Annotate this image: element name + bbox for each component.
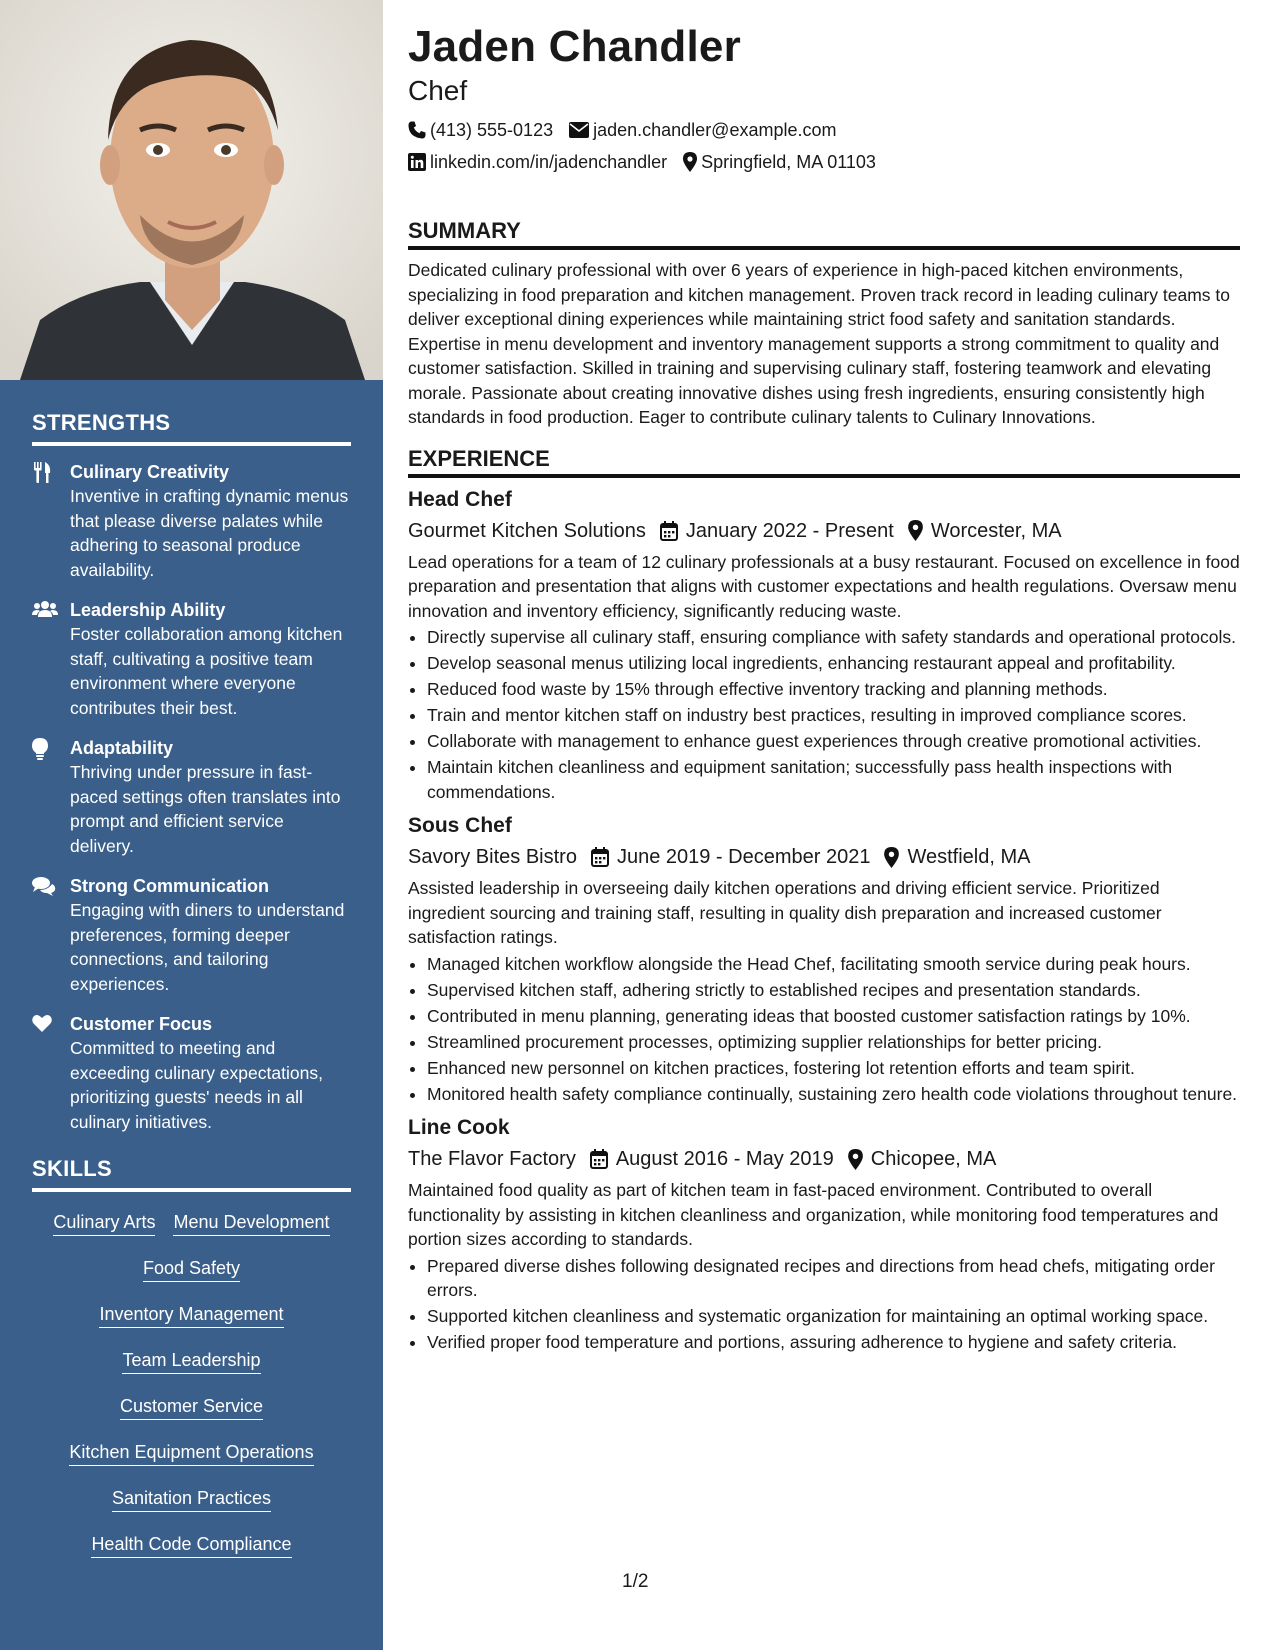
job-bullet: • Reduced food waste by 15% through effective inventory tracking and planning methods. [427,677,1240,702]
job-location-text: Chicopee, MA [870,1148,997,1170]
job-description: Assisted leadership in overseeing daily kitchen operations and driving efficient service. Prioritized ingredient sourcing and training staff, resulting in quality dish preparation and increased customer satisfaction ratings. [408,878,1162,947]
job-bullet: • Train and mentor kitchen staff on industry best practices, resulting in improved compliance scores. [427,703,1240,728]
skill-tag: Inventory Management [99,1302,283,1328]
job-bullets [408,625,1240,804]
job-dates [590,1144,834,1174]
strength-item [32,1012,351,1134]
strength-item [32,598,351,720]
job-bullets [408,952,1240,1107]
job-location [908,516,1062,546]
job-title: Sous Chef [408,814,512,837]
job-entry [408,1112,1240,1355]
job-meta [408,516,1240,546]
calendar-icon [660,521,678,541]
company-text: The Flavor Factory [408,1148,576,1170]
summary-text: Dedicated culinary professional with over 6 years of experience in high-paced kitchen environments, specializing in food preparation and kitchen management. Proven track record in leading culinary teams to deliver exceptional dining experiences while maintaining strict food safety and sanitation standards. Expertise in menu development and inventory management supports a strong commitment to quality and customer satisfaction. Skilled in training and supervising culinary staff, fostering teamwork and elevating morale. Passionate about creating innovative dishes using fresh ingredients, ensuring consistently high standards in food production. Eager to contribute culinary talents to Culinary Innovations. [408,260,1230,427]
job-location [884,842,1030,872]
job-location [848,1144,997,1174]
skill-tag: Food Safety [143,1256,240,1282]
strength-desc: Inventive in crafting dynamic menus that please diverse palates while adhering to seasonal produce availability. [70,486,349,580]
job-bullets [408,1254,1240,1355]
map-pin-icon [848,1149,863,1170]
strength-title: Leadership Ability [70,600,226,620]
utensils-icon [32,460,70,582]
job-meta [408,842,1240,872]
job-location-text: Westfield, MA [907,846,1031,868]
contact-linkedin[interactable] [408,146,667,178]
job-bullet: • Verified proper food temperature and portions, assuring adherence to hygiene and safety criteria. [427,1330,1240,1355]
job-bullet: • Enhanced new personnel on kitchen practices, fostering lot retention efforts and team spirit. [427,1056,1240,1081]
strength-desc: Foster collaboration among kitchen staff, cultivating a positive team environment where everyone contributes their best. [70,624,343,718]
dates-text: August 2016 - May 2019 [615,1148,834,1170]
job-meta [408,1144,1240,1174]
contact-row [408,146,1240,178]
job-title: Head Chef [408,487,512,511]
job-bullet: • Contributed in menu planning, generating ideas that boosted customer satisfaction ratings by 10%. [427,1004,1240,1029]
dates-text: January 2022 - Present [685,519,894,542]
job-company [408,516,646,546]
strength-item [32,460,351,582]
strength-title: Customer Focus [70,1014,213,1034]
job-bullet: • Collaborate with management to enhance guest experiences through creative promotional activities. [427,729,1240,754]
calendar-icon [591,847,609,867]
strengths-heading: STRENGTHS [32,410,351,446]
job-entry [408,810,1240,1106]
job-title: Line Cook [408,1116,510,1139]
map-pin-icon [908,520,923,541]
contact-phone[interactable] [408,114,553,146]
job-bullet: • Streamlined procurement processes, optimizing supplier relationships for better pricing. [427,1030,1240,1055]
skills-heading: SKILLS [32,1156,351,1192]
map-pin-icon [683,152,697,172]
linkedin-icon [408,153,426,171]
envelope-icon [569,122,589,138]
skills-list [32,1206,351,1578]
job-description: Maintained food quality as part of kitchen team in fast-paced environment. Contributed to overall functionality by assisting in kitchen cleanliness and organization, while monitoring food temperatures and portion sizes according to standards. [408,1180,1219,1249]
phone-text: (413) 555-0123 [430,120,554,140]
job-bullet: • Prepared diverse dishes following designated recipes and directions from head chefs, mitigating order errors. [427,1254,1240,1303]
email-text: jaden.chandler@example.com [593,120,837,140]
strength-item [32,874,351,996]
heart-icon [32,1012,70,1134]
skill-tag: Team Leadership [122,1348,260,1374]
summary-heading: SUMMARY [408,216,1240,250]
lightbulb-icon [32,736,70,858]
sidebar [0,0,383,1650]
contact-email[interactable] [569,114,836,146]
experience-heading: EXPERIENCE [408,444,1240,478]
main-content [408,20,1240,1356]
job-bullet: • Directly supervise all culinary staff, ensuring compliance with safety standards and operational protocols. [427,625,1240,650]
dates-text: June 2019 - December 2021 [616,846,871,868]
job-description: Lead operations for a team of 12 culinary professionals at a busy restaurant. Focused on excellence in food preparation and presentation that aligns with customer expectations and health regulations. Oversaw menu innovation and inventory efficiency, significantly reducing waste. [408,551,1240,621]
strength-title: Culinary Creativity [70,462,230,482]
job-location-text: Worcester, MA [930,519,1062,542]
contact-location [683,146,876,178]
job-company [408,1144,576,1174]
calendar-icon [590,1149,608,1169]
company-text: Savory Bites Bistro [408,846,577,868]
page-number: 1/2 [622,1571,649,1592]
job-bullet: • Monitored health safety compliance continually, sustaining zero health code violations throughout tenure. [427,1082,1240,1107]
phone-icon [408,121,426,139]
location-text: Springfield, MA 01103 [701,152,876,172]
job-bullet: • Supported kitchen cleanliness and systematic organization for maintaining an optimal working space. [427,1304,1240,1329]
job-bullet: • Develop seasonal menus utilizing local ingredients, enhancing restaurant appeal and profitability. [427,651,1240,676]
strength-item [32,736,351,858]
strength-title: Adaptability [70,738,174,758]
strength-desc: Engaging with diners to understand preferences, forming deeper connections, and tailoring experiences. [70,900,345,994]
skill-tag: Sanitation Practices [112,1486,271,1512]
job-company [408,842,577,872]
summary-section [408,216,1240,430]
skill-tag: Customer Service [120,1394,263,1420]
candidate-name: Jaden Chandler [408,22,741,71]
strength-desc: Thriving under pressure in fast-paced settings often translates into prompt and efficient service delivery. [70,762,341,856]
experience-section [408,444,1240,1355]
job-dates [660,516,894,546]
skill-tag: Kitchen Equipment Operations [69,1440,313,1466]
map-pin-icon [884,847,899,868]
job-bullet: • Managed kitchen workflow alongside the Head Chef, facilitating smooth service during peak hours. [427,952,1240,977]
candidate-role: Chef [408,75,468,106]
company-text: Gourmet Kitchen Solutions [408,519,646,542]
comments-icon [32,874,70,996]
skill-tag: Menu Development [173,1210,329,1236]
job-entry [408,484,1240,805]
skill-tag: Culinary Arts [53,1210,155,1236]
linkedin-text: linkedin.com/in/jadenchandler [430,152,668,172]
contact-row [408,114,1240,146]
profile-photo [0,0,383,380]
strength-title: Strong Communication [70,876,269,896]
job-bullet: • Maintain kitchen cleanliness and equipment sanitation; successfully pass health inspections with commendations. [427,755,1240,804]
job-dates [591,842,871,872]
users-icon [32,598,70,720]
strength-desc: Committed to meeting and exceeding culinary expectations, prioritizing guests' needs in all culinary initiatives. [70,1038,323,1132]
skill-tag: Health Code Compliance [91,1532,291,1558]
job-bullet: • Supervised kitchen staff, adhering strictly to established recipes and presentation standards. [427,978,1240,1003]
